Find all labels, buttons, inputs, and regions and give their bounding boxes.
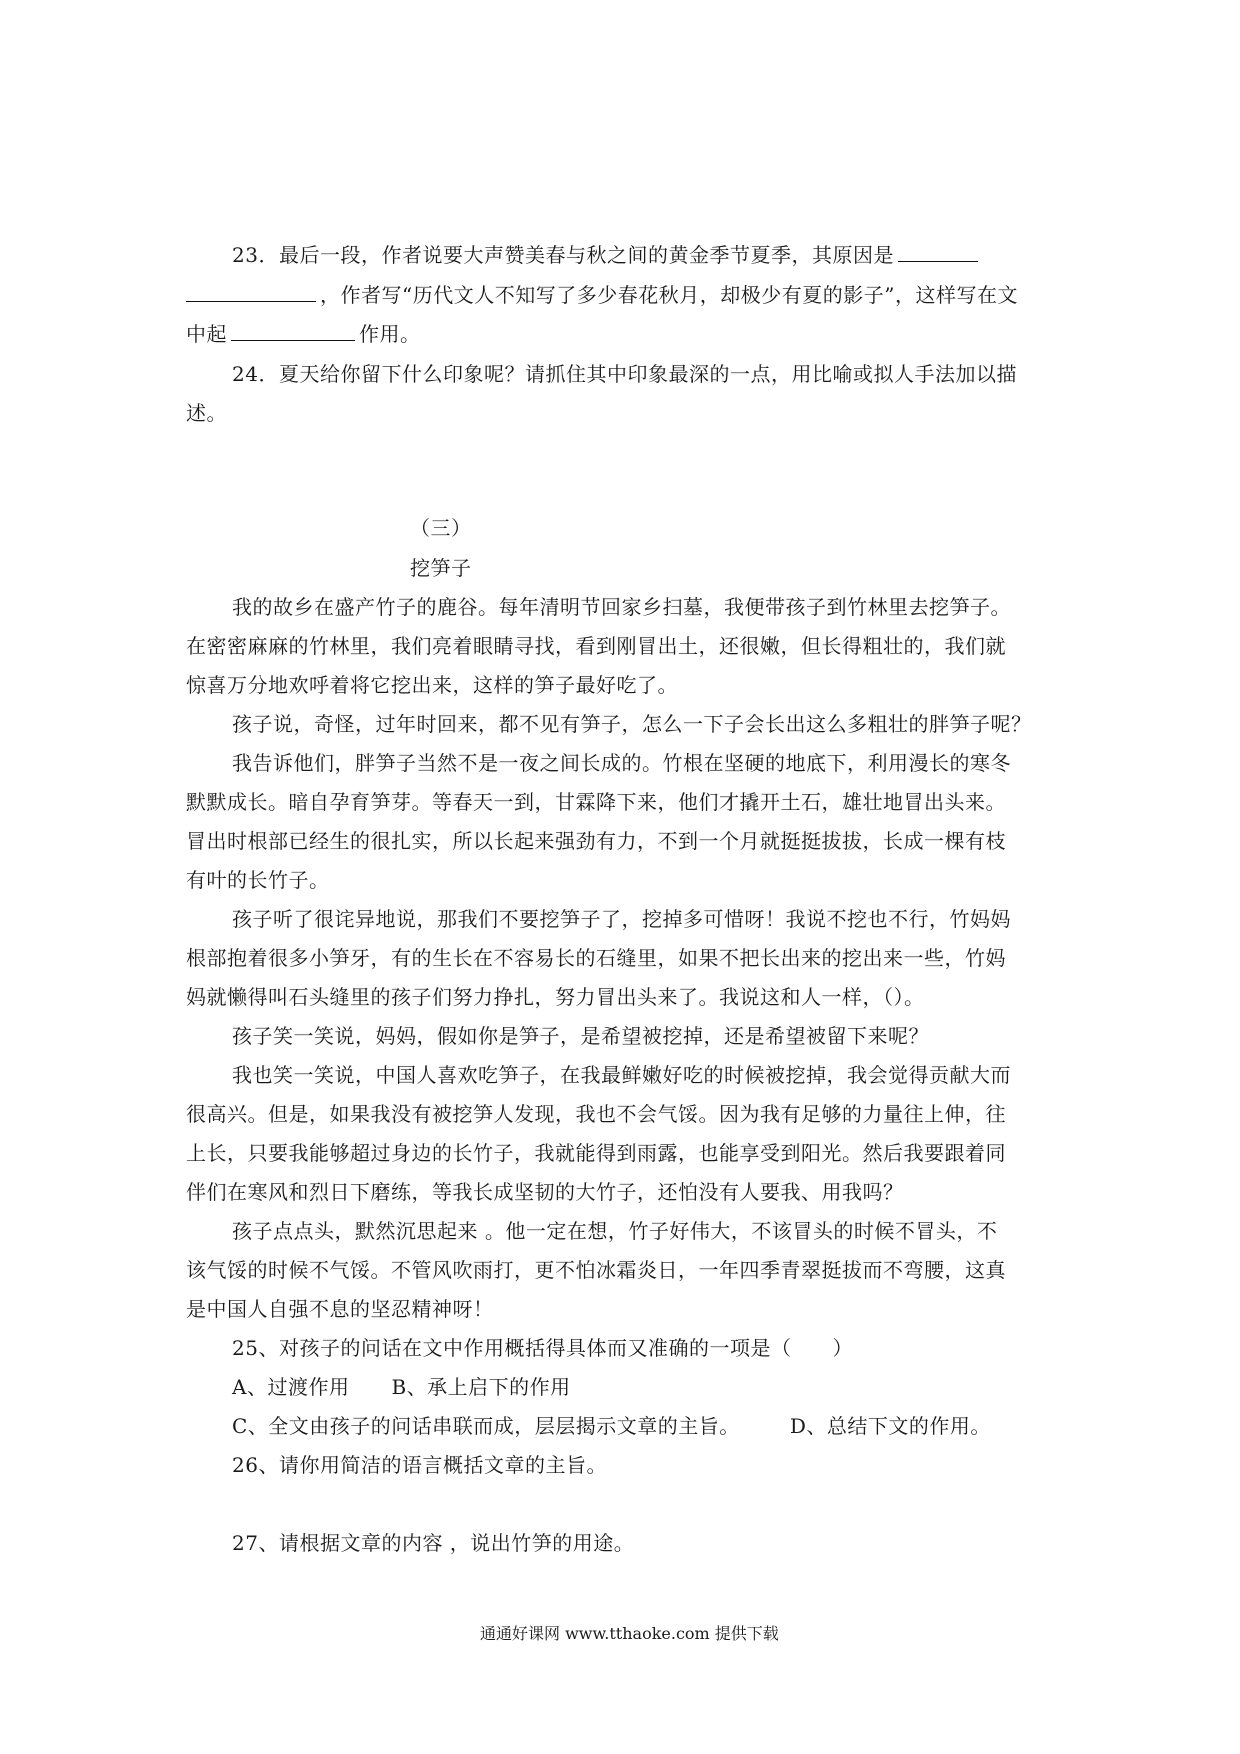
q23-text-3-pre: 中起 [186,322,227,346]
page-footer [480,1624,779,1644]
q25-option-c[interactable]: C、全文由孩子的问话串联而成，层层揭示文章的主旨。 [232,1414,740,1438]
article-line [232,594,1011,620]
q23-line-1 [232,241,978,268]
article-text: 该气馁的时候不气馁。不管风吹雨打，更不怕冰霜炎日，一年四季青翠挺拔而不弯腰，这真 [186,1258,1006,1282]
q24-line-2 [186,400,227,426]
article-line [186,1179,904,1205]
article-line [186,1101,1006,1127]
section-number-text: （三） [410,516,472,540]
q25-options-row-1 [232,1374,571,1400]
article-text: 上长，只要我能够超过身边的长竹子，我就能得到雨露，也能享受到阳光。然后我要跟着同 [186,1141,1006,1165]
article-text: 默默成长。暗自孕育笋芽。等春天一到，甘霖降下来，他们才撬开土石，雄壮地冒出头来。 [186,790,1006,814]
article-line [232,750,1011,776]
q26-stem-text: 26、请你用简洁的语言概括文章的主旨。 [232,1453,607,1477]
q25-option-d[interactable]: D、总结下文的作用。 [789,1414,991,1438]
article-text: 很高兴。但是，如果我没有被挖笋人发现，我也不会气馁。因为我有足够的力量往上伸，往 [186,1102,1006,1126]
article-line [186,945,1006,971]
q23-answer-blank-1-cont[interactable] [186,281,316,302]
article-text: 孩子笑一笑说，妈妈，假如你是笋子，是希望被挖掉，还是希望被留下来呢？ [232,1024,929,1048]
article-line [186,789,1006,815]
article-line [186,672,678,698]
q23-text-1: 23．最后一段，作者说要大声赞美春与秋之间的黄金季节夏季，其原因是 [232,243,894,267]
article-line [186,1140,1006,1166]
article-text: 伴们在寒风和烈日下磨练，等我长成坚韧的大竹子，还怕没有人要我、用我吗？ [186,1180,904,1204]
q25-stem-text: 25、对孩子的问话在文中作用概括得具体而又准确的一项是（ ） [232,1336,853,1360]
q26-stem [232,1452,607,1478]
q24-text-1: 24．夏天给你留下什么印象呢？请抓住其中印象最深的一点，用比喻或拟人手法加以描 [232,362,1017,386]
article-text: 冒出时根部已经生的很扎实，所以长起来强劲有力，不到一个月就挺挺拔拔，长成一棵有枝 [186,829,1006,853]
article-title-text: 挖笋子 [410,556,472,580]
article-title [410,555,472,581]
q23-text-3-post: 作用。 [359,322,421,346]
article-line [186,633,1006,659]
article-line [186,1296,494,1322]
article-text: 根部抱着很多小笋牙，有的生长在不容易长的石缝里，如果不把长出来的挖出来一些，竹妈 [186,946,1006,970]
article-text: 在密密麻麻的竹林里，我们亮着眼睛寻找，看到刚冒出土，还很嫩，但长得粗壮的，我们就 [186,634,1006,658]
article-line [186,984,925,1010]
article-line [186,1257,1006,1283]
q25-stem [232,1335,853,1361]
article-text: 孩子说，奇怪，过年时回来，都不见有笋子，怎么一下子会长出这么多粗壮的胖笋子呢？ [232,712,1032,736]
article-line [232,906,1011,932]
article-text: 我也笑一笑说，中国人喜欢吃笋子，在我最鲜嫩好吃的时候被挖掉，我会觉得贡献大而 [232,1063,1011,1087]
q24-line-1 [232,361,1017,387]
q25-options-row-2 [232,1413,991,1439]
article-text: 孩子点点头，默然沉思起来 。他一定在想，竹子好伟大，不该冒头的时候不冒头，不 [232,1219,998,1243]
article-line [186,828,1006,854]
article-line [232,1023,929,1049]
q24-text-2: 述。 [186,401,227,425]
article-line [232,1062,1011,1088]
article-text: 孩子听了很诧异地说，那我们不要挖笋子了，挖掉多可惜呀！我说不挖也不行，竹妈妈 [232,907,1011,931]
q23-text-2: ，作者写“历代文人不知写了多少春花秋月，却极少有夏的影子”，这样写在文 [320,283,1018,307]
q23-line-2 [186,281,1018,308]
q23-answer-blank-1[interactable] [898,241,978,262]
article-text: 惊喜万分地欢呼着将它挖出来，这样的笋子最好吃了。 [186,673,678,697]
q25-option-b[interactable]: B、承上启下的作用 [391,1375,571,1399]
article-text: 是中国人自强不息的坚忍精神呀！ [186,1297,494,1321]
article-text: 妈就懒得叫石头缝里的孩子们努力挣扎，努力冒出头来了。我说这和人一样，（）。 [186,985,925,1009]
q27-stem [232,1530,634,1556]
article-line [232,1218,997,1244]
section-number [410,515,472,541]
article-line [186,867,330,893]
article-text: 我告诉他们，胖笋子当然不是一夜之间长成的。竹根在坚硬的地底下，利用漫长的寒冬 [232,751,1011,775]
article-line [232,711,1032,737]
q23-line-3 [186,320,421,347]
q27-stem-text: 27、请根据文章的内容 ，说出竹笋的用途。 [232,1531,635,1555]
q25-option-a[interactable]: A、过渡作用 [232,1375,350,1399]
q23-answer-blank-2[interactable] [231,320,355,341]
article-text: 有叶的长竹子。 [186,868,330,892]
article-text: 我的故乡在盛产竹子的鹿谷。每年清明节回家乡扫墓，我便带孩子到竹林里去挖笋子。 [232,595,1011,619]
footer-text: 通通好课网 www.tthaoke.com 提供下载 [480,1624,779,1643]
